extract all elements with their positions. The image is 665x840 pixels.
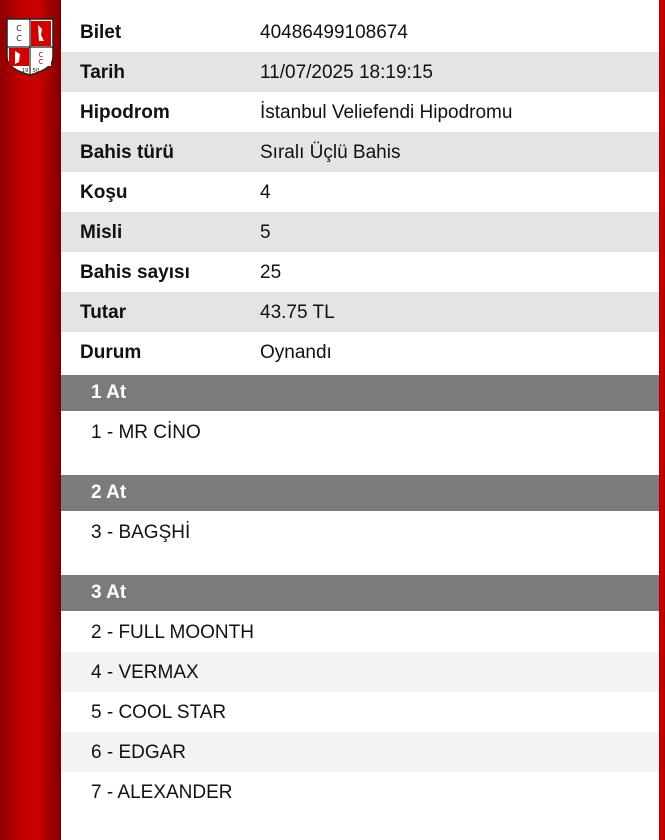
ticket-row-kosu	[61, 172, 659, 212]
ticket-row-tutar	[61, 292, 659, 332]
group-title: 1 At	[91, 382, 127, 403]
horse-item	[61, 512, 659, 552]
horse-label: 4 - VERMAX	[91, 662, 199, 683]
ticket-row-tarih	[61, 52, 659, 92]
logo-year-right: 50	[32, 68, 40, 74]
group-title: 2 At	[91, 482, 127, 503]
ticket-row-hipodrom	[61, 92, 659, 132]
horse-label: 2 - FULL MOONTH	[91, 622, 254, 643]
group-header-3	[61, 575, 659, 611]
horse-item	[61, 772, 659, 812]
row-label: Misli	[80, 222, 123, 243]
row-value: İstanbul Veliefendi Hipodromu	[260, 102, 513, 123]
horse-label: 3 - BAGŞHİ	[91, 522, 191, 543]
group-header-2	[61, 475, 659, 511]
right-red-border	[659, 0, 665, 840]
row-label: Bahis türü	[80, 142, 174, 163]
group-header-1	[61, 375, 659, 411]
horse-label: 7 - ALEXANDER	[91, 782, 233, 803]
horse-item	[61, 612, 659, 652]
row-label: Tarih	[80, 62, 126, 83]
horse-item	[61, 692, 659, 732]
left-red-sidebar	[0, 0, 61, 840]
ticket-row-bahis-sayisi	[61, 252, 659, 292]
row-value: 43.75 TL	[260, 302, 335, 323]
row-label: Bilet	[80, 22, 122, 43]
horse-label: 1 - MR CİNO	[91, 422, 201, 443]
logo-year-left: 19	[21, 68, 29, 74]
row-label: Koşu	[80, 182, 128, 203]
horse-item	[61, 652, 659, 692]
row-value: 5	[260, 222, 271, 243]
ticket-detail-panel	[61, 0, 659, 840]
row-value: 40486499108674	[260, 22, 408, 43]
ticket-row-durum	[61, 332, 659, 372]
ticket-row-bilet	[61, 12, 659, 52]
row-value: 25	[260, 262, 282, 283]
horse-label: 6 - EDGAR	[91, 742, 187, 763]
row-label: Tutar	[80, 302, 127, 323]
svg-text:C: C	[38, 58, 44, 66]
horse-label: 5 - COOL STAR	[91, 702, 227, 723]
row-value: 4	[260, 182, 271, 203]
row-value: 11/07/2025 18:19:15	[260, 62, 433, 83]
row-label: Durum	[80, 342, 142, 363]
ticket-row-misli	[61, 212, 659, 252]
row-label: Hipodrom	[80, 102, 170, 123]
svg-text:C: C	[16, 24, 22, 33]
row-value: Sıralı Üçlü Bahis	[260, 142, 401, 163]
horse-item	[61, 732, 659, 772]
row-value: Oynandı	[260, 342, 332, 363]
racing-club-emblem-icon	[5, 17, 55, 77]
svg-text:C: C	[16, 34, 22, 43]
group-title: 3 At	[91, 582, 127, 603]
horse-item	[61, 412, 659, 452]
ticket-row-bahis-turu	[61, 132, 659, 172]
row-label: Bahis sayısı	[80, 262, 190, 283]
svg-text:C: C	[38, 51, 44, 59]
